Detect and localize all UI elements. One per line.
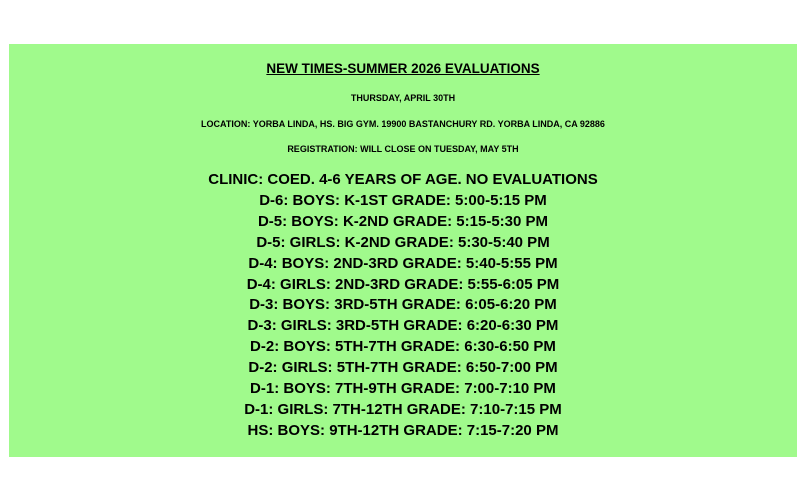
schedule-item-d1-girls: D-1: GIRLS: 7TH-12TH GRADE: 7:10-7:15 PM xyxy=(244,400,562,418)
schedule-item-clinic: CLINIC: COED. 4-6 YEARS OF AGE. NO EVALUATIONS xyxy=(208,171,598,188)
notice-registration: REGISTRATION: WILL CLOSE ON TUESDAY, MAY 5TH xyxy=(287,144,519,154)
schedule-item-d1-boys: D-1: BOYS: 7TH-9TH GRADE: 7:00-7:10 PM xyxy=(250,380,556,398)
notice-location: LOCATION: YORBA LINDA, HS. BIG GYM. 19900 BASTANCHURY RD. YORBA LINDA, CA 92886 xyxy=(201,119,605,129)
schedule-item-d2-girls: D-2: GIRLS: 5TH-7TH GRADE: 6:50-7:00 PM xyxy=(248,359,558,377)
evaluation-notice-panel xyxy=(9,44,797,457)
schedule-item-d4-boys: D-4: BOYS: 2ND-3RD GRADE: 5:40-5:55 PM xyxy=(248,254,558,272)
notice-date: THURSDAY, APRIL 30TH xyxy=(350,93,456,103)
schedule-item-d5-boys: D-5: BOYS: K-2ND GRADE: 5:15-5:30 PM xyxy=(257,212,549,230)
schedule-item-d2-boys: D-2: BOYS: 5TH-7TH GRADE: 6:30-6:50 PM xyxy=(250,338,556,356)
schedule-list xyxy=(9,170,797,442)
schedule-item-d6-boys: D-6: BOYS: K-1ST GRADE: 5:00-5:15 PM xyxy=(259,191,547,209)
schedule-item-d5-girls: D-5: GIRLS: K-2ND GRADE: 5:30-5:40 PM xyxy=(256,233,550,251)
schedule-item-d3-boys: D-3: BOYS: 3RD-5TH GRADE: 6:05-6:20 PM xyxy=(249,296,557,314)
schedule-item-hs-boys: HS: BOYS: 9TH-12TH GRADE: 7:15-7:20 PM xyxy=(247,421,559,439)
notice-title: NEW TIMES-SUMMER 2026 EVALUATIONS xyxy=(266,61,540,76)
schedule-item-d4-girls: D-4: GIRLS: 2ND-3RD GRADE: 5:55-6:05 PM xyxy=(246,275,560,293)
schedule-item-d3-girls: D-3: GIRLS: 3RD-5TH GRADE: 6:20-6:30 PM xyxy=(247,317,559,335)
